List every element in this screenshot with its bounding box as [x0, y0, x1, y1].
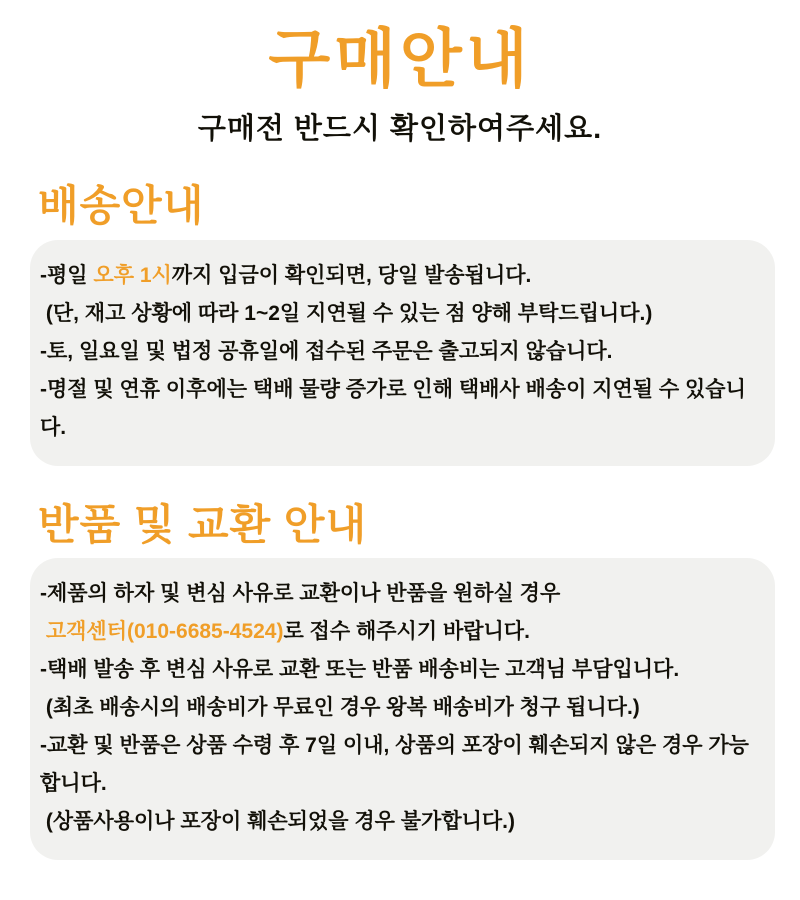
- returns-info-box: [30, 558, 775, 860]
- text-segment: -명절 및 연휴 이후에는 택배 물량 증가로 인해 택배사 배송이 지연될 수 있습니다.: [40, 377, 746, 439]
- highlighted-text: 고객센터(010-6685-4524): [45, 619, 284, 643]
- page-subtitle: 구매전 반드시 확인하여주세요.: [197, 113, 603, 146]
- returns-section-heading: 반품 및 교환 안내: [38, 500, 368, 548]
- shipping-info-box: [30, 240, 775, 466]
- text-segment: -택배 발송 후 변심 사유로 교환 또는 반품 배송비는 고객님 부담입니다.: [40, 657, 680, 681]
- info-line: [40, 727, 763, 803]
- text-segment: 로 접수 해주시기 바랍니다.: [283, 619, 530, 643]
- text-segment: (단, 재고 상황에 따라 1~2일 지연될 수 있는 점 양해 부탁드립니다.): [40, 301, 653, 325]
- text-segment: -평일: [40, 263, 94, 287]
- info-line: [40, 371, 763, 447]
- info-line: [40, 333, 763, 371]
- info-line: [40, 575, 763, 613]
- text-segment: -교환 및 반품은 상품 수령 후 7일 이내, 상품의 포장이 훼손되지 않은 경우 가능합니다.: [40, 733, 749, 795]
- section-shipping: [0, 183, 800, 465]
- text-segment: 까지 입금이 확인되면, 당일 발송됩니다.: [171, 263, 532, 287]
- text-segment: (최초 배송시의 배송비가 무료인 경우 왕복 배송비가 청구 됩니다.): [40, 695, 640, 719]
- text-segment: -제품의 하자 및 변심 사유로 교환이나 반품을 원하실 경우: [40, 581, 561, 605]
- section-returns-exchange: [0, 502, 800, 860]
- info-line: [40, 689, 763, 727]
- info-line: [40, 803, 763, 841]
- info-line: [40, 295, 763, 333]
- info-line: [40, 651, 763, 689]
- page-title: 구매안내: [268, 23, 532, 95]
- highlighted-text: 오후 1시: [93, 263, 172, 287]
- text-segment: -토, 일요일 및 법정 공휴일에 접수된 주문은 출고되지 않습니다.: [40, 339, 613, 363]
- text-segment: (상품사용이나 포장이 훼손되었을 경우 불가합니다.): [40, 809, 516, 833]
- info-line: [40, 613, 763, 651]
- shipping-section-heading: 배송안내: [38, 182, 205, 230]
- info-line: [40, 257, 763, 295]
